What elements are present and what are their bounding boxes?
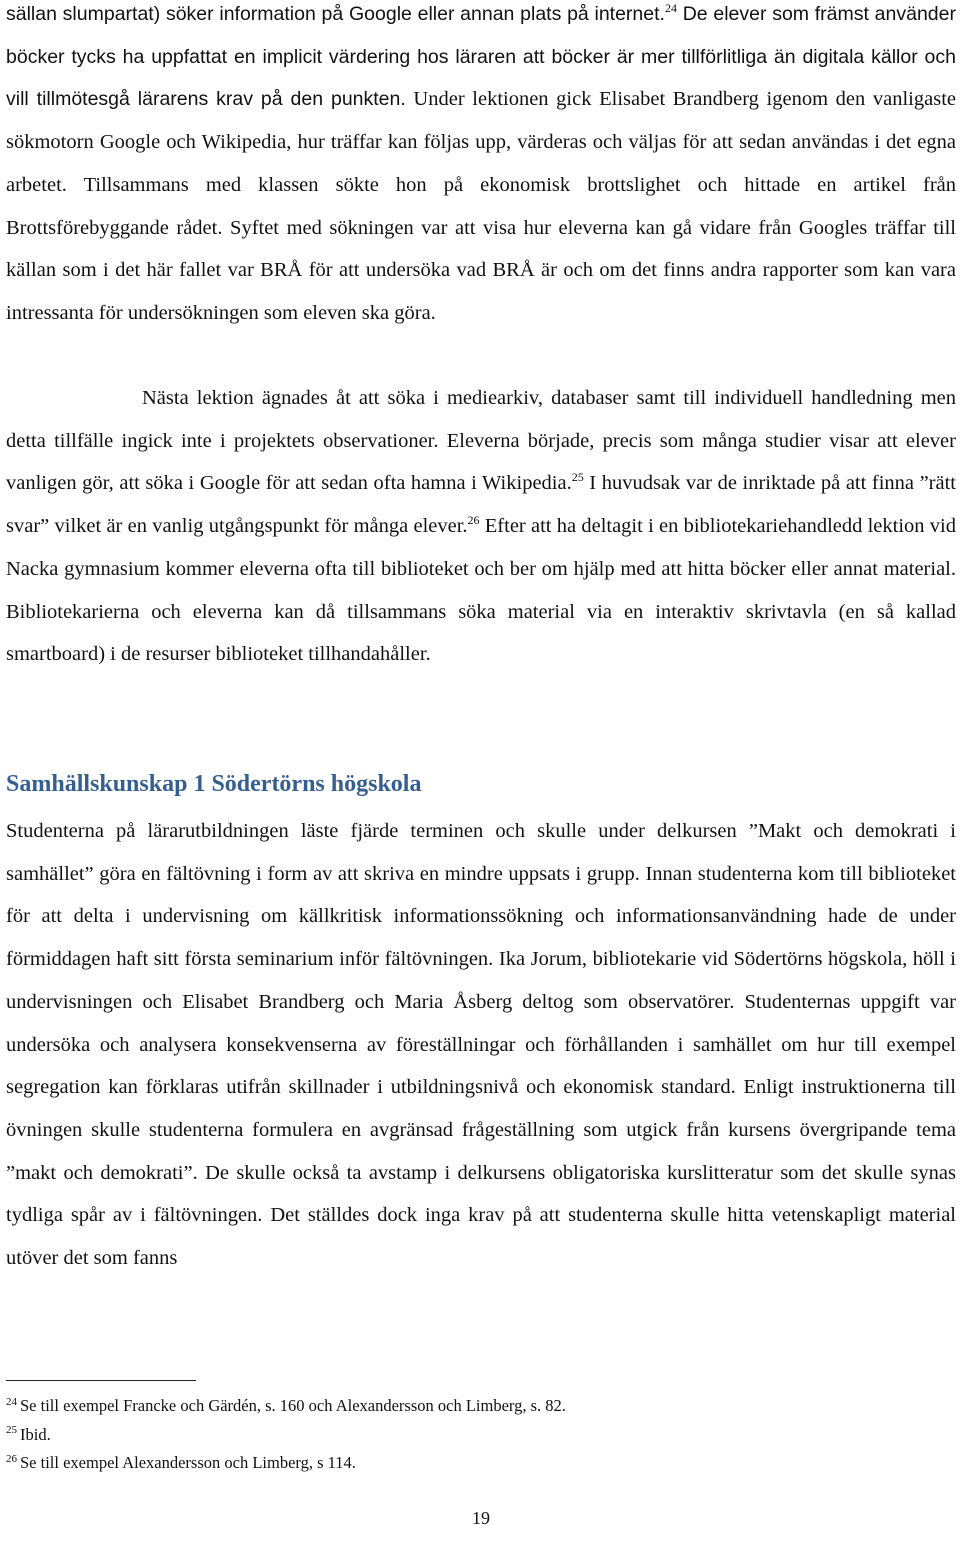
footnote-24 xyxy=(6,1392,956,1421)
paragraph-2-text-b: I huvudsak var de inriktade på att finna ”rätt svar” vilket är en vanlig utgångspunkt för många elever. xyxy=(6,472,956,538)
footnote-divider xyxy=(6,1380,196,1381)
paragraph-1-sans-text-cont: De elever som främst använder böcker tycks ha uppfattat en implicit värdering hos läraren att böcker är mer tillförlitliga än digitala källor och vill tillmötesgå lärarens krav på den punkten. xyxy=(6,3,956,111)
footnote-ref-25: 25 xyxy=(571,470,584,485)
footnote-25 xyxy=(6,1421,956,1450)
section-heading: Samhällskunskap 1 Södertörns högskola xyxy=(6,771,422,797)
paragraph-2-text-a: Nästa lektion ägnades åt att söka i mediearkiv, databaser samt till individuell handledning men detta tillfälle ingick inte i projektets observationer. Eleverna började, precis som många studier visar att elever vanligen gör, att söka i Google för att sedan ofta hamna i Wikipedia. xyxy=(6,387,956,495)
footnote-text: Se till exempel Alexandersson och Limberg, s 114. xyxy=(20,1453,356,1472)
paragraph-3: Studenterna på lärarutbildningen läste fjärde terminen och skulle under delkursen ”Makt och demokrati i samhället” göra en fältövning i form av att skriva en mindre uppsats i grupp. Innan studenterna kom till biblioteket för att delta i undervisning om källkritisk informationssökning och informationsanvändning hade de under förmiddagen haft sitt första seminarium inför fältövningen. Ika Jorum, bibliotekarie vid Södertörns högskola, höll i undervisningen och Elisabet Brandberg och Maria Åsberg deltog som observatörer. Studenternas uppgift var undersöka och analysera konsekvenserna av föreställningar och förhållanden i samhället om hur till exempel segregation kan förklaras utifrån skillnader i utbildningsnivå och ekonomisk standard. Enligt instruktionerna till övningen skulle studenterna formulera en avgränsad frågeställning som utgick från kursens övergripande tema ”makt och demokrati”. De skulle också ta avstamp i delkursens obligatoriska kurslitteratur som det skulle synas tydliga spår av i fältövningen. Det ställdes dock inga krav på att studenterna skulle hitta vetenskapligt material utöver det som fanns xyxy=(6,820,956,1270)
paragraph-2-text-c: Efter att ha deltagit i en bibliotekariehandledd lektion vid Nacka gymnasium kommer eleverna ofta till biblioteket och ber om hjälp med att hitta böcker eller annat material. Bibliotekarierna och eleverna kan då tillsammans söka material via en interaktiv skrivtavla (en så kallad smartboard) i de resurser biblioteket tillhandahåller. xyxy=(6,515,956,666)
footnote-text: Se till exempel Francke och Gärdén, s. 160 och Alexandersson och Limberg, s. 82. xyxy=(20,1396,566,1415)
paragraph-1-sans-text: sällan slumpartat) söker information på Google eller annan plats på internet. xyxy=(6,3,665,25)
footnote-number: 24 xyxy=(6,1395,17,1408)
footnote-26 xyxy=(6,1449,956,1478)
footnote-ref-24: 24 xyxy=(664,1,677,16)
footnote-number: 26 xyxy=(6,1452,17,1465)
footnotes xyxy=(6,1392,956,1478)
footnote-text: Ibid. xyxy=(20,1424,51,1444)
paragraph-2 xyxy=(6,377,956,676)
footnote-number: 25 xyxy=(6,1424,17,1436)
page-number: 19 xyxy=(472,1508,490,1528)
paragraph-1 xyxy=(6,0,956,335)
footnote-ref-26: 26 xyxy=(467,513,480,528)
paragraph-1-serif-text: Under lektionen gick Elisabet Brandberg igenom den vanligaste sökmotorn Google och Wikipedia, hur träffar kan följas upp, värderas och väljas för att sedan användas i det egna arbetet. Tillsammans med klassen sökte hon på ekonomisk brottslighet och hittade en artikel från Brottsförebyggande rådet. Syftet med sökningen var att visa hur eleverna kan gå vidare från Googles träffar till källan som i det här fallet var BRÅ för att undersöka vad BRÅ är och om det finns andra rapporter som kan vara intressanta för undersökningen som eleven ska göra. xyxy=(6,88,956,324)
